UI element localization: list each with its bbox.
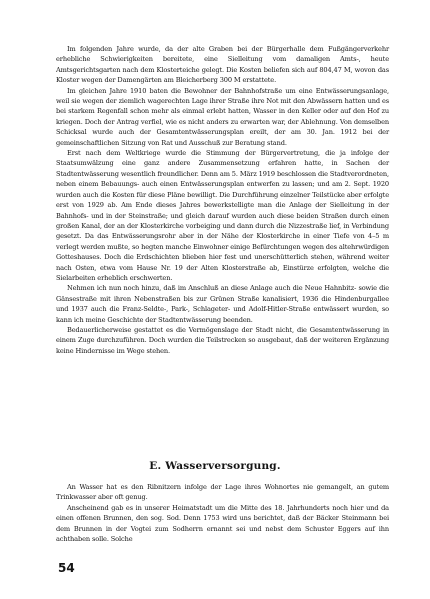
paragraph: Im gleichen Jahre 1910 baten die Bewohner der Bahnhofstraße um eine Entwässerungsanlage, weil sie wegen der ziemlich wagerechten Lage ihrer Straße ihre Not mit den Abwässern hatten und es bei starkem Regenfall schon mehr als einmal erlebt hatten, Wasser in den Keller oder auf den Hof zu kriegen. Doch der Antrag verfiel, wie es nicht anders zu erwarten war, der Ablehnung. Von demselben Schicksal wurde auch der Gesamtentwässerungsplan ereilt, der am 30. Jan. 1912 bei der gemeinschaftlichen Sitzung von Rat und Ausschuß zur Beratung stand. xyxy=(56,86,389,147)
paragraph: An Wasser hat es den Ribnitzern infolge der Lage ihres Wohnortes nie gemangelt, an gutem Trinkwasser aber oft genug. xyxy=(56,483,389,502)
paragraph: Nehmen ich nun noch hinzu, daß im Anschluß an diese Anlage auch die Neue Hahnbitz- sowie die Gänsestraße mit ihren Nebenstraßen bis zur Grünen Straße kanalisiert, 1936 die Hindenburgallee und 1937 auch die Franz-Seldte-, Park-, Schlageter- und Adolf-Hitler-Straße entwässert wurden, so kann ich meine Geschichte der Stadtentwässerung beenden. xyxy=(56,284,389,324)
main-text-block xyxy=(56,44,389,356)
paragraph: Bedauerlicherweise gestattet es die Vermögenslage der Stadt nicht, die Gesamtentwässerung in einem Zuge durchzuführen. Doch wurden die Teilstrecken so ausgebaut, daß der weiteren Ergänzung keine Hindernisse im Wege stehen. xyxy=(56,325,389,355)
section-heading: E. Wasserversorgung. xyxy=(149,460,281,472)
section-text-block xyxy=(56,482,389,544)
paragraph: Anscheinend gab es in unserer Heimatstadt um die Mitte des 18. Jahrhunderts noch hier und da einen offenen Brunnen, den sog. Sod. Denn 1753 wird uns berichtet, daß der Bäcker Steinmann bei dem Brunnen in der Vogtei zum Sodherrn ernannt sei und nebst dem Schuster Eggers auf ihn achthaben solle. Solche xyxy=(56,503,389,544)
paragraph: Erst nach dem Weltkriege wurde die Stimmung der Bürgervertretung, die ja infolge der Staatsumwälzung eine ganz andere Zusammensetzung erfahren hatte, in Sachen der Stadtentwässerung wesentlich freundlicher. Denn am 5. März 1919 beschlossen die Stadtverordneten, neben einem Bebauungs- auch einen Entwässerungsplan entwerfen zu lassen; und am 2. Sept. 1920 wurden auch die Kosten für diese Pläne bewilligt. Die Durchführung einzelner Teilstücke aber erfolgte erst von 1929 ab. Am Ende dieses Jahres bewerkstelligte man die Anlage der Sielleitung in der Bahnhofs- und in der Steinstraße; und gleich darauf wurden auch diese beiden Straßen durch einen großen Kanal, der an der Klosterkirche vorbeiging und dann durch die Nizzestraße lief, in Verbindung gesetzt. Da das Entwässerungsrohr aber in der Nähe der Klosterkirche in einer Tiefe von 4–5 m verlegt werden mußte, so hegten manche Einwohner einige Befürchtungen wegen des altehrwürdigen Gotteshauses. Doch die Erdschichten blieben hier fest und unerschütterlich stehen, während weiter nach Osten, etwa vom Hause Nr. 19 der Alten Klosterstraße ab, Einstürze erfolgten, welche die Sielarbeiten erheblich erschwerten. xyxy=(56,149,389,282)
paragraph: Im folgenden Jahre wurde, da der alte Graben bei der Bürgerhalle dem Fußgängerverkehr erhebliche Schwierigkeiten bereitete, eine Sielleitung vom damaligen Amts-, heute Amtsgerichtsgarten nach dem Klosterteiche gelegt. Die Kosten beliefen sich auf 804,47 M, wovon das Kloster wegen der Damengärten am Bleicherberg 300 M erstattete. xyxy=(56,45,389,85)
page-number: 54 xyxy=(58,561,75,575)
